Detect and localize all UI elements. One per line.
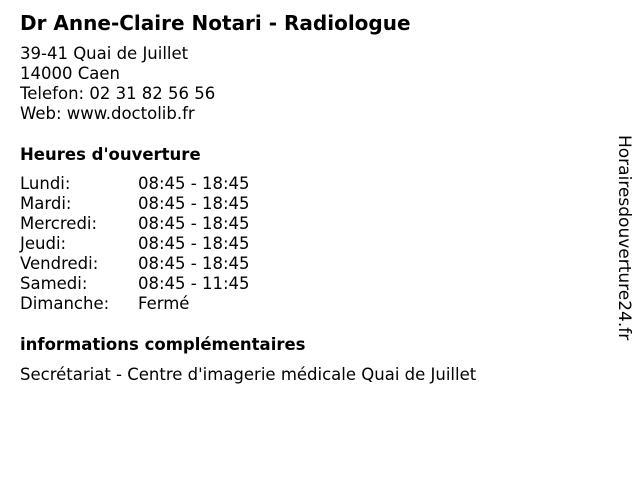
address-block (20, 44, 215, 124)
day-label: Vendredi: (20, 254, 99, 273)
day-label: Dimanche: (20, 294, 110, 313)
phone-number: Telefon: 02 31 82 56 56 (20, 84, 216, 103)
hours-row-saturday (20, 274, 320, 294)
hours-value: 08:45 - 18:45 (138, 194, 250, 213)
hours-value: 08:45 - 18:45 (138, 234, 250, 253)
address-street: 39-41 Quai de Juillet (20, 44, 189, 63)
page-title: Dr Anne-Claire Notari - Radiologue (20, 11, 411, 35)
additional-info-heading: informations complémentaires (20, 335, 306, 354)
hours-value: 08:45 - 11:45 (138, 274, 250, 293)
opening-hours-heading: Heures d'ouverture (20, 145, 201, 164)
day-label: Jeudi: (20, 234, 67, 253)
day-label: Mardi: (20, 194, 72, 213)
hours-row-sunday (20, 294, 320, 314)
site-watermark (611, 135, 637, 345)
additional-info-text: Secrétariat - Centre d'imagerie médicale Quai de Juillet (20, 365, 477, 384)
hours-value: 08:45 - 18:45 (138, 174, 250, 193)
hours-value: 08:45 - 18:45 (138, 214, 250, 233)
hours-value: 08:45 - 18:45 (138, 254, 250, 273)
hours-row-monday (20, 174, 320, 194)
day-label: Mercredi: (20, 214, 98, 233)
day-label: Lundi: (20, 174, 71, 193)
day-label: Samedi: (20, 274, 88, 293)
watermark-text: Horairesdouverture24.fr (614, 135, 634, 341)
opening-hours-table (20, 174, 320, 314)
address-city: 14000 Caen (20, 64, 120, 83)
website: Web: www.doctolib.fr (20, 104, 195, 123)
hours-row-thursday (20, 234, 320, 254)
hours-row-wednesday (20, 214, 320, 234)
hours-row-friday (20, 254, 320, 274)
hours-row-tuesday (20, 194, 320, 214)
hours-value: Fermé (138, 294, 190, 313)
